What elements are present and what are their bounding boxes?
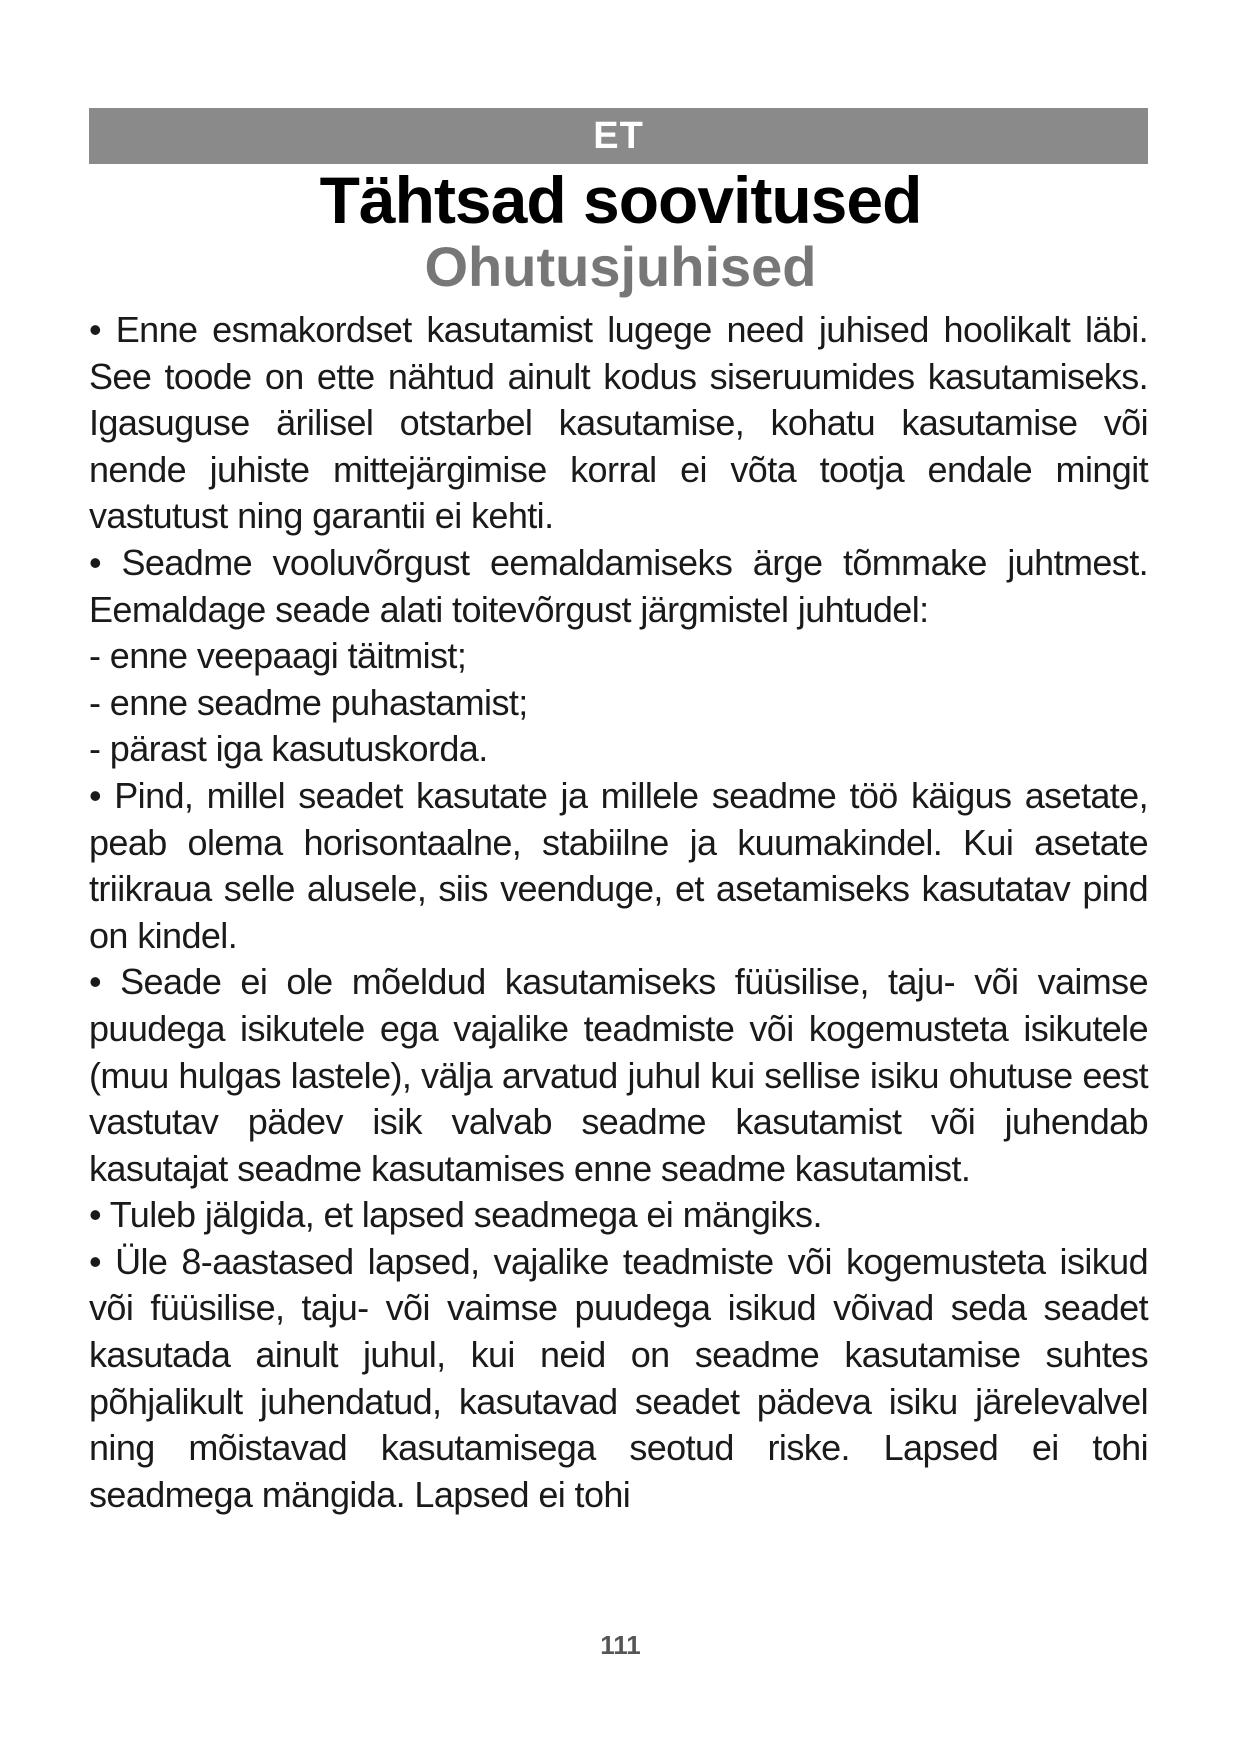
paragraph-disabled-persons: • Seade ei ole mõeldud kasutamiseks füüsilise, taju- või vaimse puudega isikutele ega vajalike teadmiste või kogemusteta isikutele (muu hulgas lastele), välja arvatud juhul kui sellise isiku ohutuse eest vastutav pädev isik valvab seadme kasutamist või juhendab kasutajat seadme kasutamises enne seadme kasutamist.	[89, 961, 1148, 1189]
paragraph-unplug: • Seadme vooluvõrgust eemaldamiseks ärge tõmmake juhtmest. Eemaldage seade alati toitevõrgust järgmistel juhtudel:	[89, 541, 1148, 630]
language-code: ET	[593, 114, 644, 157]
safety-instructions	[89, 307, 1148, 1518]
paragraph-intro: • Enne esmakordset kasutamist lugege need juhised hoolikalt läbi. See toode on ette nähtud ainult kodus siseruumides kasutamiseks. Igasuguse ärilisel otstarbel kasutamise, kohatu kasutamise või nende juhiste mittejärgimise korral ei võta tootja endale mingit vastutust ning garantii ei kehti.	[89, 309, 1148, 537]
language-bar	[89, 108, 1148, 164]
paragraph-surface: • Pind, millel seadet kasutate ja millele seadme töö käigus asetate, peab olema horisontaalne, stabiilne ja kuumakindel. Kui asetate triikraua selle alusele, siis veenduge, et asetamiseks kasutatav pind on kindel.	[89, 774, 1148, 956]
page-number: 111	[600, 1630, 641, 1660]
paragraph-children-play: • Tuleb jälgida, et lapsed seadmega ei mängiks.	[89, 1194, 822, 1236]
list-item: - pärast iga kasutuskorda.	[89, 728, 488, 770]
paragraph-children-8-years: • Üle 8-aastased lapsed, vajalike teadmiste või kogemusteta isikud või füüsilise, taju- või vaimse puudega isikud võivad seda seadet kasutada ainult juhul, kui neid on seadme kasutamise suhtes põhjalikult juhendatud, kasutavad seadet pädeva isiku järelevalvel ning mõistavad kasutamisega seotud riske. Lapsed ei tohi seadmega mängida. Lapsed ei tohi	[89, 1240, 1148, 1515]
list-item: - enne seadme puhastamist;	[89, 681, 528, 723]
page-title: Tähtsad soovitused	[319, 163, 922, 237]
list-item: - enne veepaagi täitmist;	[89, 635, 467, 677]
page-subtitle: Ohutusjuhised	[424, 235, 817, 298]
